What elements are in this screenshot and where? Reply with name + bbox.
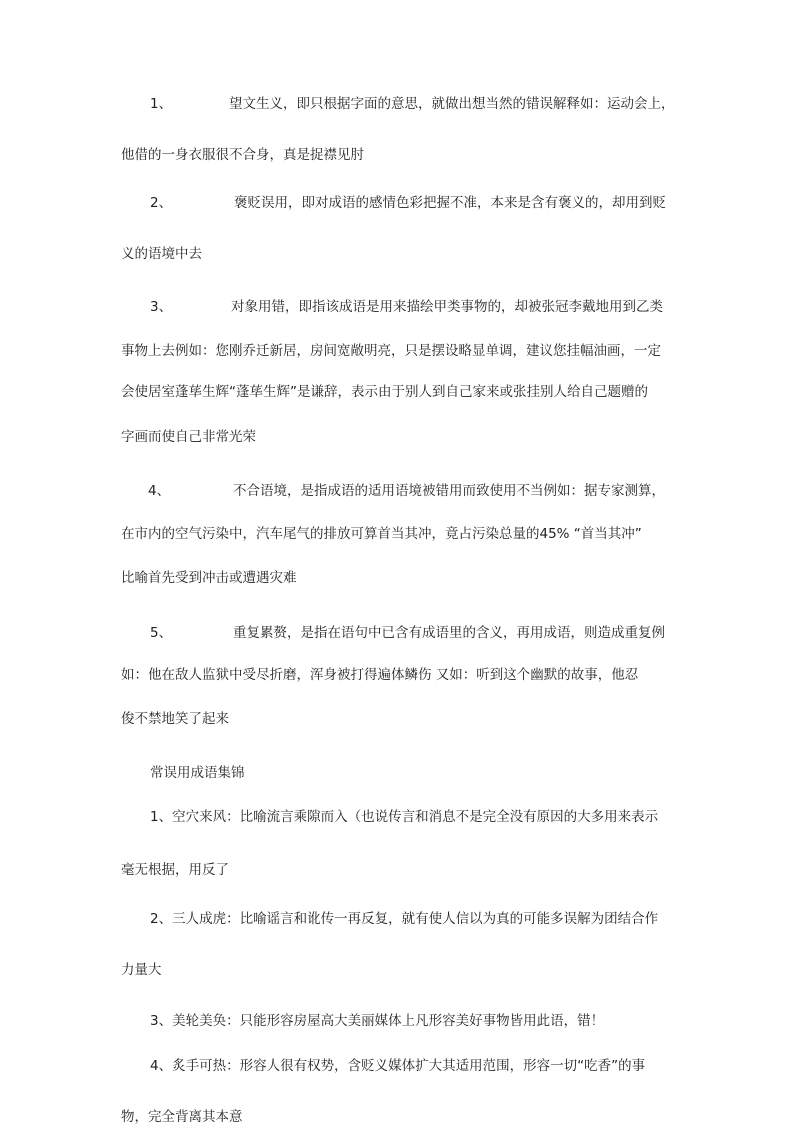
item-text: 对象用错，即指该成语是用来描绘甲类事物的，却被张冠李戴地用到乙类 (231, 299, 663, 315)
item-continuation: 会使居室蓬荜生辉“蓬荜生辉”是谦辞，表示由于别人到自己家来或张挂别人给自己题赠的 (121, 384, 648, 400)
section-title: 常误用成语集锦 (150, 765, 245, 781)
item-number: 4、 (148, 483, 171, 499)
list-item: 1、空穴来风：比喻流言乘隙而入（也说传言和消息不是完全没有原因的大多用来表示 (150, 809, 659, 825)
item-text: 重复累赘，是指在语句中已含有成语里的含义，再用成语，则造成重复例 (233, 625, 665, 641)
item-continuation: 比喻首先受到冲击或遭遇灾难 (121, 570, 297, 586)
item-number: 3、 (150, 299, 173, 315)
item-number: 1、 (150, 96, 173, 112)
list-item: 2、三人成虎：比喻谣言和讹传一再反复，就有使人信以为真的可能多误解为团结合作 (150, 911, 659, 927)
item-continuation: 在市内的空气污染中，汽车尾气的排放可算首当其冲，竟占污染总量的45% “首当其冲” (121, 526, 642, 542)
item-continuation: 字画而使自己非常光荣 (121, 429, 256, 445)
list-item-continuation: 物，完全背离其本意 (121, 1109, 243, 1125)
item-continuation: 他借的一身衣服很不合身，真是捉襟见肘 (121, 147, 364, 163)
item-text: 望文生义，即只根据字面的意思，就做出想当然的错误解释如：运动会上， (229, 96, 675, 112)
item-continuation: 义的语境中去 (121, 246, 202, 262)
item-text: 褒贬误用，即对成语的感情色彩把握不准，本来是含有褒义的，却用到贬 (234, 195, 666, 211)
list-item: 3、美轮美奂：只能形容房屋高大美丽媒体上凡形容美好事物皆用此语，错！ (150, 1013, 605, 1029)
item-number: 5、 (150, 625, 173, 641)
item-number: 2、 (150, 195, 173, 211)
item-text: 不合语境，是指成语的适用语境被错用而致使用不当例如：据专家测算， (233, 483, 665, 499)
list-item: 4、炙手可热：形容人很有权势，含贬义媒体扩大其适用范围，形容一切“吃香”的事 (150, 1058, 646, 1074)
item-continuation: 如：他在敌人监狱中受尽折磨，浑身被打得遍体鳞伤 又如：听到这个幽默的故事，他忍 (121, 667, 639, 683)
list-item-continuation: 毫无根据，用反了 (121, 862, 229, 878)
item-continuation: 俊不禁地笑了起来 (121, 711, 229, 727)
list-item-continuation: 力量大 (121, 962, 162, 978)
item-continuation: 事物上去例如：您刚乔迁新居，房间宽敞明亮，只是摆设略显单调，建议您挂幅油画，一定 (121, 343, 661, 359)
